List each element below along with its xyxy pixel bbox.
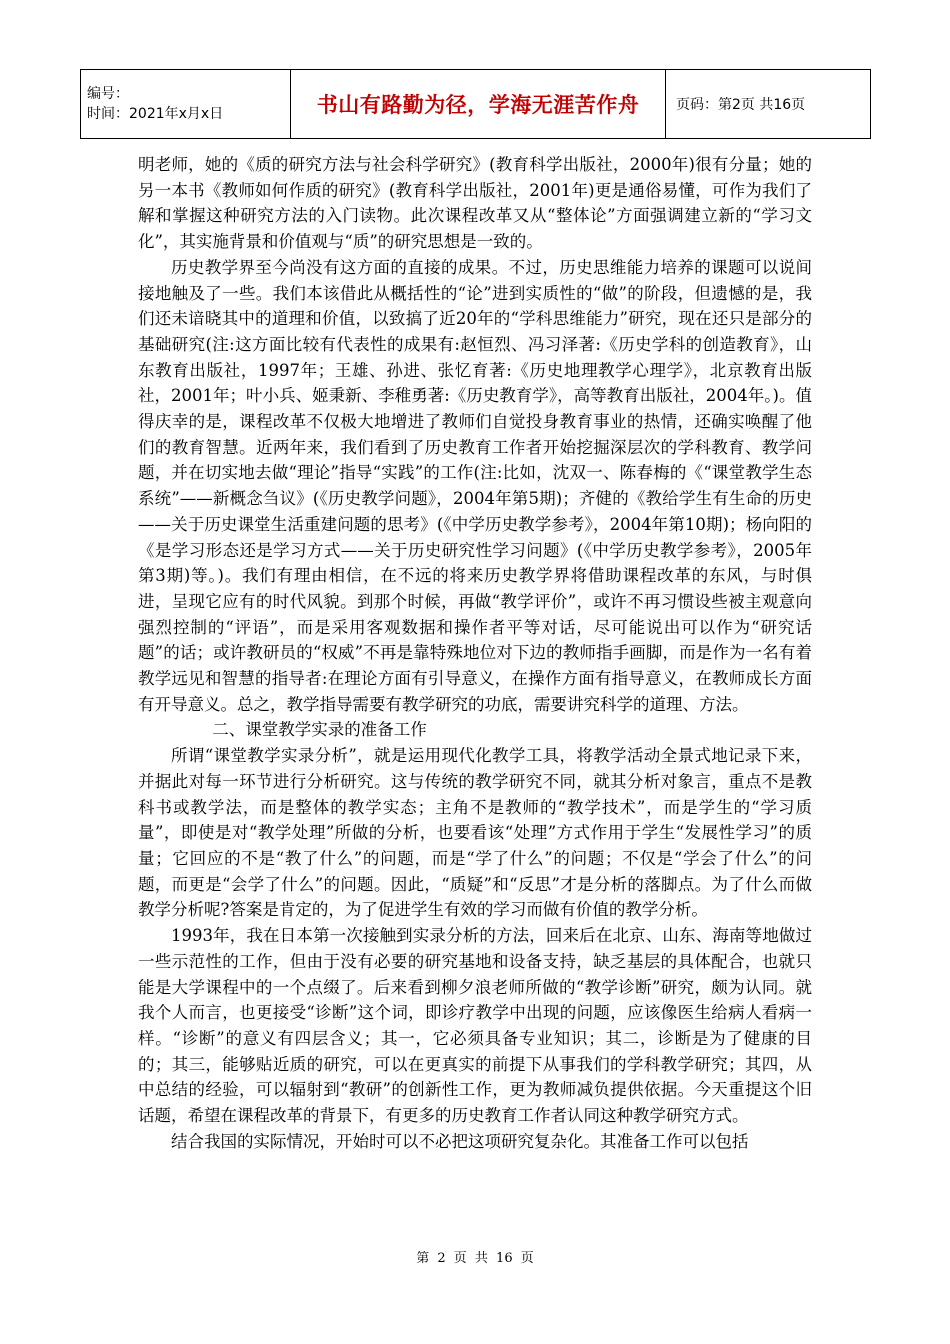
body-paragraph: 明老师，她的《质的研究方法与社会科学研究》(教育科学出版社，2000年)很有分量；她的另一本书《教师如何作质的研究》(教育科学出版社，2001年)更是通俗易懂，可作为我们了解和掌握这种研究方法的入门读物。此次课程改革又从“整体论”方面强调建立新的“学习文化”，其实施背景和价值观与“质”的研究思想是一致的。 — [138, 155, 812, 252]
header-table — [80, 69, 871, 139]
page-footer — [0, 1247, 950, 1266]
footer-page-number: 第 2 页 共 16 页 — [416, 1251, 534, 1266]
section-heading: 二、课堂教学实录的准备工作 — [212, 720, 427, 740]
document-number-label: 编号： — [87, 86, 129, 102]
body-paragraph: 1993年，我在日本第一次接触到实录分析的方法，回来后在北京、山东、海南等地做过一些示范性的工作，但由于没有必要的研究基地和设备支持，缺乏基层的具体配合，也就只能是大学课程中的一个点缀了。后来看到柳夕浪老师所做的“教学诊断”研究，颇为认同。就我个人而言，也更接受“诊断”这个词，即诊疗教学中出现的问题，应该像医生给病人看病一样。“诊断”的意义有四层含义；其一，它必须具备专业知识；其二，诊断是为了健康的目的；其三，能够贴近质的研究，可以在更真实的前提下从事我们的学科教学研究；其四，从中总结的经验，可以辐射到“教研”的创新性工作，更为教师减负提供依据。今天重提这个旧话题，希望在课程改革的背景下，有更多的历史教育工作者认同这种教学研究方式。 — [138, 926, 812, 1126]
document-body — [138, 152, 812, 1154]
header-left-cell — [81, 70, 291, 139]
body-paragraph: 所谓“课堂教学实录分析”，就是运用现代化教学工具，将教学活动全景式地记录下来，并据此对每一环节进行分析研究。这与传统的教学研究不同，就其分析对象言，重点不是教科书或教学法，而是整体的教学实态；主角不是教师的“教学技术”，而是学生的“学习质量”，即使是对“教学处理”所做的分析，也要看该“处理”方式作用于学生“发展性学习”的质量；它回应的不是“教了什么”的问题，而是“学了什么”的问题；不仅是“学会了什么”的问题，而更是“会学了什么”的问题。因此，“质疑”和“反思”才是分析的落脚点。为了什么而做教学分析呢?答案是肯定的，为了促进学生有效的学习而做有价值的教学分析。 — [138, 746, 812, 920]
header-page-cell — [666, 70, 871, 139]
header-slogan-cell — [291, 70, 666, 139]
body-paragraph: 结合我国的实际情况，开始时可以不必把这项研究复杂化。其准备工作可以包括 — [171, 1131, 749, 1151]
header-page-label: 页码：第2页 共16页 — [676, 97, 806, 113]
header-slogan: 书山有路勤为径，学海无涯苦作舟 — [316, 93, 640, 117]
body-paragraph: 历史教学界至今尚没有这方面的直接的成果。不过，历史思维能力培养的课题可以说间接地触及了一些。我们本该借此从概括性的“论”进到实质性的“做”的阶段，但遗憾的是，我们还未谙晓其中的道理和价值，以致搞了近20年的“学科思维能力”研究，现在还只是部分的基础研究(注:这方面比较有代表性的成果有:赵恒烈、冯习泽著:《历史学科的创造教育》，山东教育出版社，1997年；王雄、孙进、张忆育著:《历史地理教学心理学》，北京教育出版社，2001年；叶小兵、姬秉新、李稚勇著:《历史教育学》，高等教育出版社，2004年。)。值得庆幸的是，课程改革不仅极大地增进了教师们自觉投身教育事业的热情，还确实唤醒了他们的教育智慧。近两年来，我们看到了历史教育工作者开始挖掘深层次的学科教育、教学问题，并在切实地去做“理论”指导“实践”的工作(注:比如，沈双一、陈春梅的《“课堂教学生态系统”——新概念刍议》(《历史教学问题》，2004年第5期)；齐健的《教给学生有生命的历史——关于历史课堂生活重建问题的思考》(《中学历史教学参考》，2004年第10期)；杨向阳的《是学习形态还是学习方式——关于历史研究性学习问题》(《中学历史教学参考》，2005年第3期)等。)。我们有理由相信，在不远的将来历史教学界将借助课程改革的东风，与时俱进，呈现它应有的时代风貌。到那个时候，再做“教学评价”，或许不再习惯设些被主观意向强烈控制的“评语”，而是采用客观数据和操作者平等对话，尽可能说出可以作为“研究话题”的话；或许教研员的“权威”不再是靠特殊地位对下边的教师指手画脚，而是作为一名有着教学远见和智慧的指导者:在理论方面有引导意义，在操作方面有指导意义，在教师成长方面有开导意义。总之，教学指导需要有教学研究的功底，需要讲究科学的道理、方法。 — [138, 257, 812, 714]
document-date-label: 时间：2021年x月x日 — [87, 106, 224, 122]
